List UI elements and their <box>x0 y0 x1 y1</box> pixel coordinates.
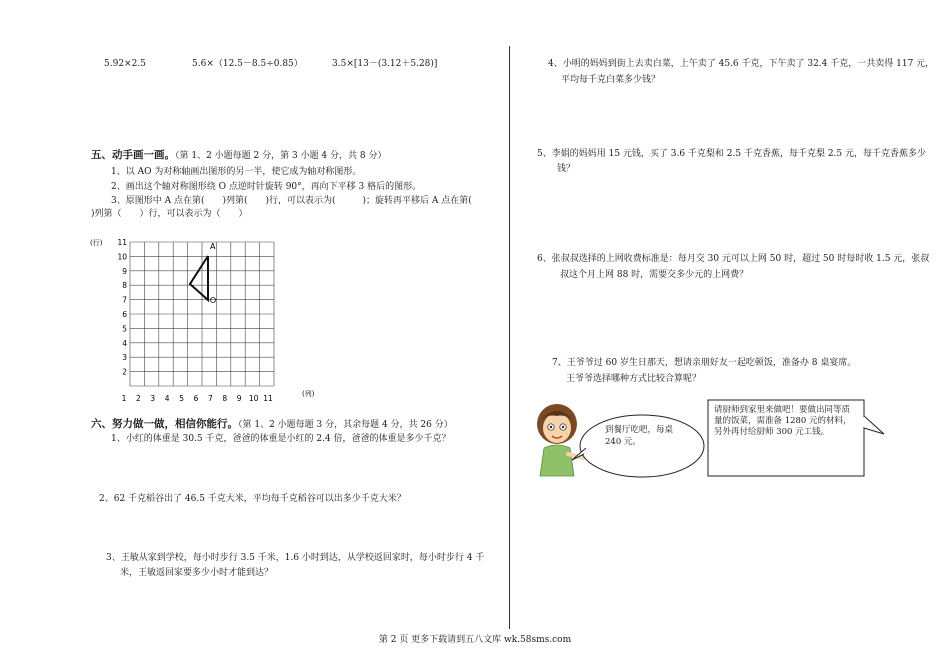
col-labels <box>122 394 273 403</box>
col-axis-label: (列) <box>302 390 315 398</box>
section-6-heading <box>91 418 453 432</box>
col-label: 5 <box>179 394 184 403</box>
right-q4-line2: 平均每千克白菜多少钱？ <box>561 75 661 85</box>
section-5-note: （第 1、2 小题每题 2 分，第 3 小题 4 分，共 8 分） <box>175 151 387 161</box>
col-label: 8 <box>222 394 228 403</box>
row-label: 3 <box>122 353 127 363</box>
right-q7-line2: 王爷爷选择哪种方式比较合算呢？ <box>566 374 702 384</box>
section-6-title: 六、努力做一做，相信你能行。 <box>91 418 238 430</box>
expression-2: 5.6×（12.5－8.5÷0.85） <box>192 59 303 69</box>
speech-bubble-2-text: 请厨师到家里来做吧！要做出同等质量的饭菜，需准备 1280 元的材料，另外再付给厨师 300 元工钱。 <box>714 405 852 437</box>
row-label: 5 <box>122 324 127 334</box>
section-6-note: （第 1、2 小题每题 3 分，其余每题 4 分，共 26 分） <box>238 420 453 430</box>
col-label: 9 <box>236 394 242 403</box>
row-label: 2 <box>122 367 127 377</box>
col-label: 10 <box>248 394 259 403</box>
row-label: 9 <box>122 266 127 276</box>
point-a-label: A <box>210 242 216 251</box>
row-labels <box>117 238 127 377</box>
expression-3: 3.5×[13－(3.12＋5.28)] <box>332 59 438 69</box>
section-5-title: 五、动手画一画。 <box>91 149 175 161</box>
col-label: 4 <box>164 394 170 403</box>
speech-bubble-1-text: 到餐厅吃吧，每桌 240 元。 <box>605 425 674 447</box>
row-label: 8 <box>122 281 127 291</box>
col-label: 7 <box>208 394 213 403</box>
section-6-q1: 1、小红的体重是 30.5 千克，爸爸的体重是小红的 2.4 倍，爸爸的体重是多少千克？ <box>111 434 451 444</box>
section-6-q3-line1: 3、王敏从家到学校，每小时步行 3.5 千米，1.6 小时到达，从学校返回家时，每小时步行 4 千 <box>106 553 485 563</box>
column-divider <box>509 46 510 629</box>
section-5-q3-line2: )列第（ ）行，可以表示为（ ） <box>91 209 248 219</box>
right-q7-line1: 7、王爷爷过 60 岁生日那天，想请亲朋好友一起吃顿饭，准备办 8 桌宴席。 <box>552 358 857 368</box>
col-label: 1 <box>121 394 127 403</box>
row-label: 4 <box>122 338 127 348</box>
row-label: 6 <box>122 310 127 319</box>
section-5-q3-line1: 3、原图形中 A 点在第( )列第( )行，可以表示为( )；旋转再平移后 A 点在第( <box>111 196 472 206</box>
col-label: 3 <box>150 394 156 403</box>
right-q5-line1: 5、李娟的妈妈用 15 元钱，买了 3.6 千克梨和 2.5 千克香蕉，每千克梨 2.5 元，每千克香蕉多少 <box>537 149 927 159</box>
section-5-q2: 2、画出这个轴对称图形绕 O 点逆时针旋转 90°，再向下平移 3 格后的图形。 <box>111 182 422 192</box>
right-q6-line2: 叔这个月上网 88 时，需要交多少元的上网费？ <box>560 270 749 280</box>
section-6-q2: 2、62 千克稻谷出了 46.5 千克大米，平均每千克稻谷可以出多少千克大米？ <box>99 494 406 504</box>
right-q5-line2: 钱？ <box>557 164 576 174</box>
right-q6-line1: 6、张叔叔选择的上网收费标准是：每月交 30 元可以上网 50 时，超过 50 时每时收 1.5 元，张叔 <box>537 254 930 264</box>
row-label: 7 <box>122 295 127 305</box>
row-axis-label: (行) <box>90 239 103 247</box>
section-6-q3-line2: 米，王敏返回家要多少小时才能到达？ <box>120 568 274 578</box>
col-label: 2 <box>136 394 141 403</box>
row-label: 11 <box>117 238 127 247</box>
section-5-heading <box>91 149 386 163</box>
right-q4-line1: 4、小明的妈妈到街上去卖白菜，上午卖了 45.6 千克，下午卖了 32.4 千克，一共卖得 117 元， <box>548 59 935 69</box>
expression-1: 5.92×2.5 <box>104 59 146 69</box>
page-footer: 第 2 页 更多下载请到五八文库 wk.58sms.com <box>378 635 572 645</box>
coordinate-grid <box>86 234 326 406</box>
section-5-q1: 1、以 AO 为对称轴画出图形的另一半，使它成为轴对称图形。 <box>111 167 362 177</box>
triangle-shape <box>190 256 208 300</box>
col-label: 11 <box>263 394 273 403</box>
col-label: 6 <box>193 394 199 403</box>
point-o-marker <box>211 298 216 303</box>
row-label: 10 <box>117 252 127 262</box>
